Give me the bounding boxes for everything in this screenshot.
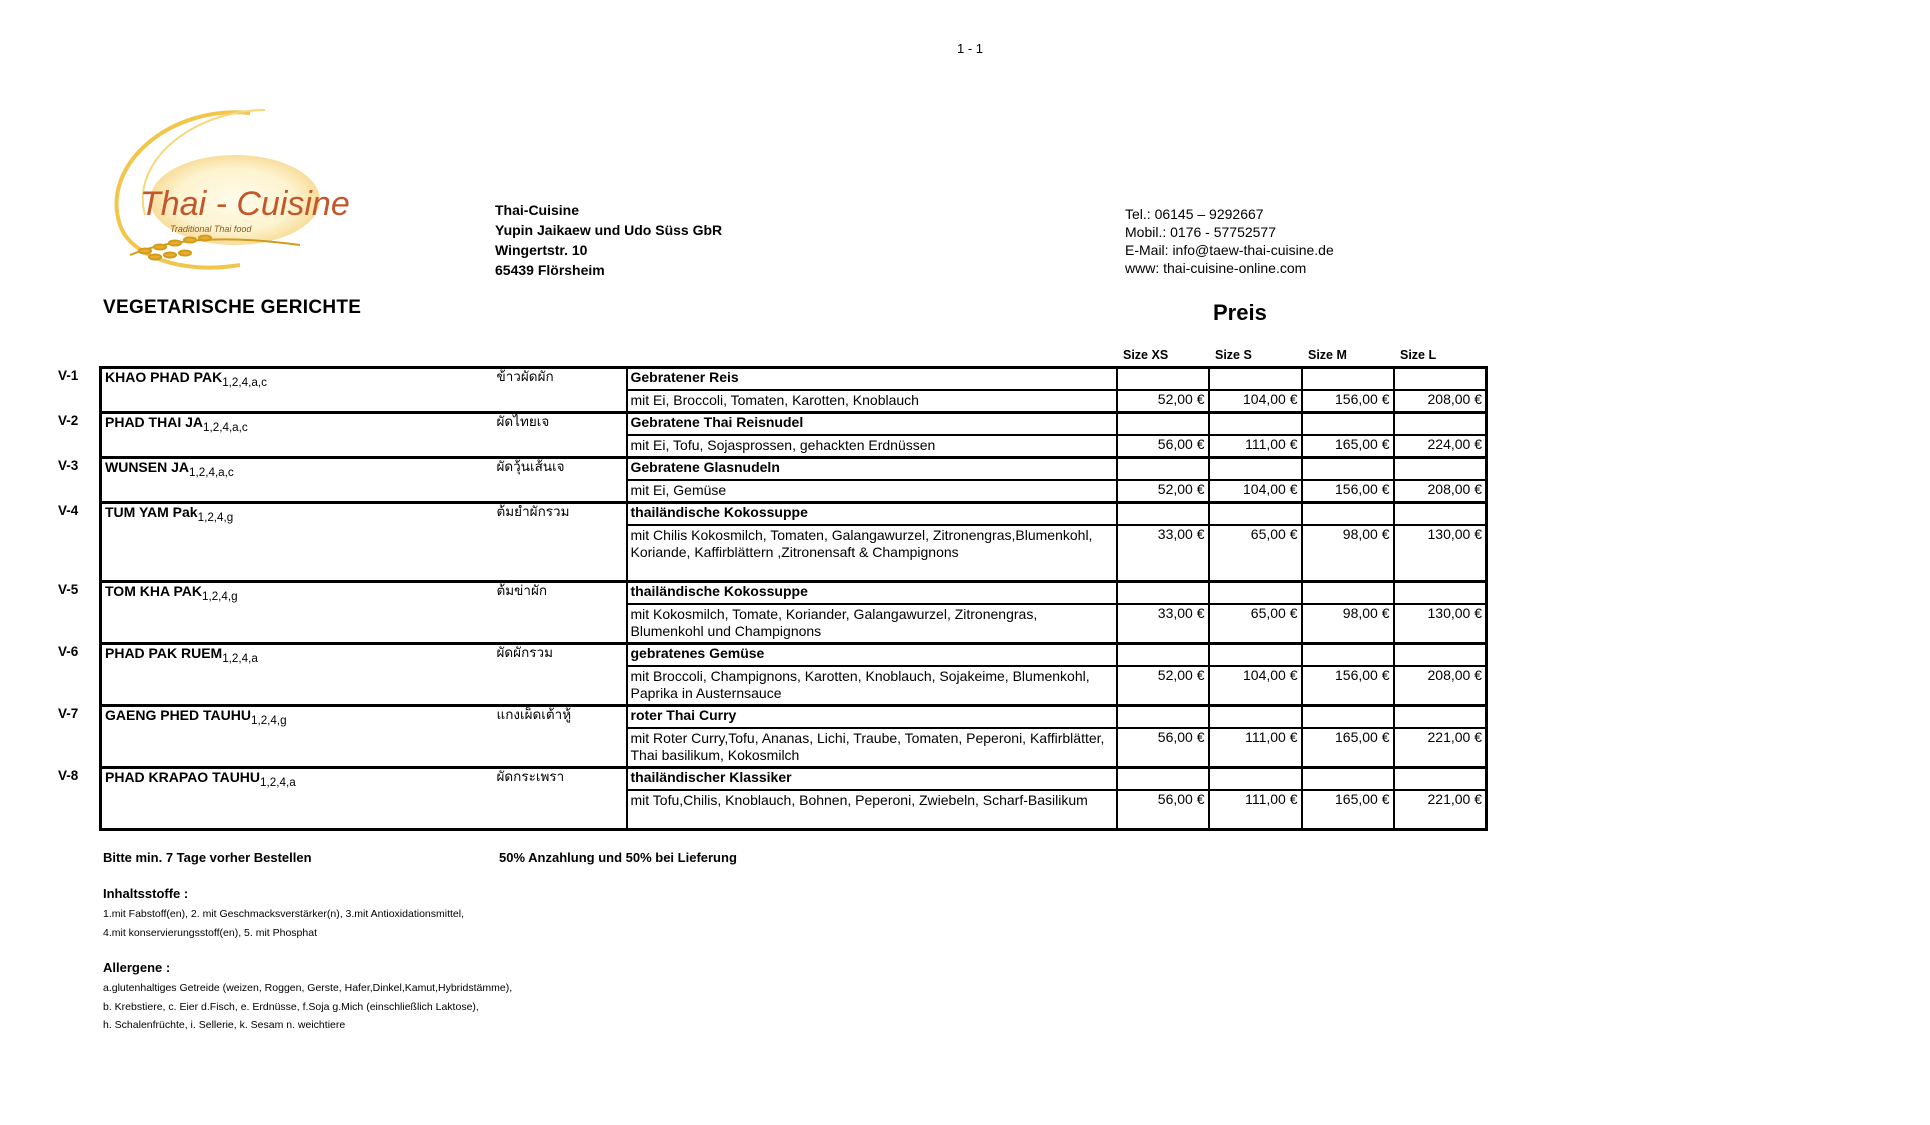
price-empty-cell	[1394, 413, 1487, 435]
dish-allergens: 1,2,4,a	[222, 651, 258, 665]
contact-email: E-Mail: info@taew-thai-cuisine.de	[1125, 242, 1334, 258]
order-note: Bitte min. 7 Tage vorher Bestellen	[103, 850, 312, 865]
dish-code: V-6	[58, 644, 79, 659]
dish-description: mit Chilis Kokosmilch, Tomaten, Galangawurzel, Zitronengras,Blumenkohl, Koriande, Kaffirblättern ,Zitronensaft & Champignons	[630, 526, 1093, 560]
price-empty-cell	[1394, 582, 1487, 604]
dish-price-s: 111,00 €	[1245, 728, 1298, 745]
size-l-header: Size L	[1400, 348, 1437, 362]
dish-price-xs: 33,00 €	[1157, 604, 1205, 621]
dish-price-m: 156,00 €	[1335, 666, 1390, 683]
dish-price-m: 98,00 €	[1342, 525, 1390, 542]
price-empty-cell	[1302, 582, 1394, 604]
dish-code: V-4	[58, 503, 79, 518]
dish-description: mit Ei, Gemüse	[630, 481, 727, 498]
dish-price-s: 104,00 €	[1243, 390, 1298, 407]
price-empty-cell	[1209, 458, 1302, 480]
dish-title: thailändische Kokossuppe	[630, 504, 808, 520]
dish-thai-name: ต้มข่าผัก	[496, 583, 548, 599]
inhaltsstoffe-line2: 4.mit konservierungsstoff(en), 5. mit Phosphat	[103, 926, 317, 939]
dish-title: thailändische Kokossuppe	[630, 583, 808, 599]
price-empty-cell	[1117, 503, 1209, 525]
dish-allergens: 1,2,4,a,c	[189, 465, 234, 479]
price-empty-cell	[1394, 503, 1487, 525]
section-title: VEGETARISCHE GERICHTE	[103, 297, 362, 318]
dish-name: PHAD THAI JA	[105, 414, 204, 430]
allergene-line2: b. Krebstiere, c. Eier d.Fisch, e. Erdnüsse, f.Soja g.Mich (einschließlich Laktose),	[103, 1000, 479, 1013]
dish-price-l: 208,00 €	[1427, 666, 1482, 683]
dish-price-m: 98,00 €	[1342, 604, 1390, 621]
company-address	[495, 200, 722, 280]
price-empty-cell	[1209, 768, 1302, 790]
price-empty-cell	[1209, 413, 1302, 435]
dish-thai-name: ผัดวุ้นเส้นเจ	[496, 459, 565, 475]
logo-text-main: Thai - Cuisine	[140, 185, 350, 223]
price-empty-cell	[1302, 368, 1394, 390]
price-empty-cell	[1302, 503, 1394, 525]
contact-www: www: thai-cuisine-online.com	[1125, 260, 1307, 276]
price-empty-cell	[1117, 706, 1209, 728]
dish-title: thailändischer Klassiker	[630, 769, 792, 785]
size-m-header: Size M	[1308, 348, 1347, 362]
dish-row	[101, 706, 1487, 728]
dish-price-m: 165,00 €	[1335, 790, 1390, 807]
dish-price-m: 165,00 €	[1335, 728, 1390, 745]
dish-title: Gebratene Thai Reisnudel	[630, 414, 804, 430]
price-empty-cell	[1117, 458, 1209, 480]
price-empty-cell	[1209, 644, 1302, 666]
contact-tel: Tel.: 06145 – 9292667	[1125, 206, 1264, 222]
dish-allergens: 1,2,4,a	[260, 775, 296, 789]
price-empty-cell	[1209, 706, 1302, 728]
dish-thai-name: ข้าวผัดผัก	[496, 369, 554, 385]
price-empty-cell	[1117, 644, 1209, 666]
dish-code: V-8	[58, 768, 79, 783]
dish-name: PHAD KRAPAO TAUHU	[105, 769, 261, 785]
dish-price-s: 111,00 €	[1245, 790, 1298, 807]
dish-code: V-5	[58, 582, 79, 597]
price-empty-cell	[1394, 458, 1487, 480]
dish-thai-name: แกงเผ็ดเต้าหู้	[496, 707, 572, 723]
dish-description: mit Broccoli, Champignons, Karotten, Knoblauch, Sojakeime, Blumenkohl, Paprika in Austernsauce	[630, 667, 1090, 701]
dish-row	[101, 644, 1487, 666]
allergene-line3: h. Schalenfrüchte, i. Sellerie, k. Sesam n. weichtiere	[103, 1019, 346, 1031]
price-empty-cell	[1117, 582, 1209, 604]
dish-price-xs: 56,00 €	[1157, 728, 1205, 745]
dish-row	[101, 458, 1487, 480]
allergene-section	[103, 960, 512, 1035]
dish-thai-name: ผัดไทยเจ	[496, 414, 550, 430]
page-number: 1 - 1	[957, 41, 984, 56]
dish-price-l: 221,00 €	[1427, 790, 1482, 807]
dish-thai-name: ผัดกระเพรา	[496, 769, 565, 785]
dish-name: TOM KHA PAK	[105, 583, 202, 599]
dish-name: PHAD PAK RUEM	[105, 645, 223, 661]
price-empty-cell	[1302, 458, 1394, 480]
price-title: Preis	[1213, 300, 1267, 325]
dish-allergens: 1,2,4,g	[197, 510, 234, 524]
company-city: 65439 Flörsheim	[495, 262, 605, 278]
dish-description: mit Kokosmilch, Tomate, Koriander, Galangawurzel, Zitronengras, Blumenkohl und Champignons	[630, 605, 1038, 639]
company-street: Wingertstr. 10	[495, 242, 588, 258]
dish-price-l: 130,00 €	[1427, 604, 1482, 621]
dish-price-s: 104,00 €	[1243, 666, 1298, 683]
menu-table	[99, 366, 1488, 831]
dish-thai-name: ผัดผักรวม	[496, 645, 553, 661]
price-empty-cell	[1209, 503, 1302, 525]
dish-name: GAENG PHED TAUHU	[105, 707, 251, 723]
price-empty-cell	[1209, 368, 1302, 390]
dish-price-xs: 52,00 €	[1157, 390, 1205, 407]
company-owners: Yupin Jaikaew und Udo Süss GbR	[495, 222, 723, 238]
dish-price-l: 224,00 €	[1427, 435, 1482, 452]
dish-description: mit Tofu,Chilis, Knoblauch, Bohnen, Peperoni, Zwiebeln, Scharf-Basilikum	[630, 791, 1088, 808]
price-empty-cell	[1394, 644, 1487, 666]
price-empty-cell	[1394, 706, 1487, 728]
price-empty-cell	[1209, 582, 1302, 604]
inhaltsstoffe-line1: 1.mit Fabstoff(en), 2. mit Geschmacksverstärker(n), 3.mit Antioxidationsmittel,	[103, 908, 465, 920]
dish-price-xs: 33,00 €	[1157, 525, 1205, 542]
dish-allergens: 1,2,4,a,c	[222, 375, 267, 389]
dish-allergens: 1,2,4,g	[201, 589, 238, 603]
dish-price-l: 208,00 €	[1427, 390, 1482, 407]
dish-price-xs: 56,00 €	[1157, 790, 1205, 807]
dish-price-l: 208,00 €	[1427, 480, 1482, 497]
dish-title: gebratenes Gemüse	[630, 645, 765, 661]
price-empty-cell	[1394, 768, 1487, 790]
price-empty-cell	[1394, 368, 1487, 390]
dish-price-s: 104,00 €	[1243, 480, 1298, 497]
allergene-line1: a.glutenhaltiges Getreide (weizen, Roggen, Gerste, Hafer,Dinkel,Kamut,Hybridstämme),	[103, 982, 513, 994]
dish-name: TUM YAM Pak	[105, 504, 198, 520]
price-empty-cell	[1117, 768, 1209, 790]
inhaltsstoffe-section	[103, 886, 464, 942]
contact-mobil: Mobil.: 0176 - 57752577	[1125, 224, 1276, 240]
price-empty-cell	[1302, 768, 1394, 790]
price-empty-cell	[1302, 644, 1394, 666]
dish-title: roter Thai Curry	[630, 707, 737, 723]
dish-allergens: 1,2,4,g	[250, 713, 287, 727]
dish-row	[101, 503, 1487, 525]
size-s-header: Size S	[1215, 348, 1252, 362]
size-xs-header: Size XS	[1123, 348, 1169, 362]
dish-code: V-1	[58, 368, 79, 383]
dish-code: V-3	[58, 458, 79, 473]
dish-description: mit Ei, Broccoli, Tomaten, Karotten, Knoblauch	[630, 391, 919, 408]
price-empty-cell	[1117, 368, 1209, 390]
dish-name: KHAO PHAD PAK	[105, 369, 223, 385]
payment-note: 50% Anzahlung und 50% bei Lieferung	[499, 850, 737, 865]
price-empty-cell	[1117, 413, 1209, 435]
dish-description: mit Ei, Tofu, Sojasprossen, gehackten Erdnüssen	[630, 436, 936, 453]
dish-title: Gebratener Reis	[630, 369, 739, 385]
dish-name: WUNSEN JA	[105, 459, 190, 475]
allergene-title: Allergene :	[103, 960, 171, 975]
dish-price-m: 156,00 €	[1335, 390, 1390, 407]
price-empty-cell	[1302, 413, 1394, 435]
dish-description: mit Roter Curry,Tofu, Ananas, Lichi, Traube, Tomaten, Peperoni, Kaffirblätter, Thai basilikum, Kokosmilch	[630, 729, 1105, 763]
dish-price-xs: 56,00 €	[1157, 435, 1205, 452]
dish-row	[101, 368, 1487, 390]
dish-row	[101, 413, 1487, 435]
dish-price-s: 65,00 €	[1250, 525, 1298, 542]
dish-price-l: 221,00 €	[1427, 728, 1482, 745]
contact-info	[1125, 205, 1334, 277]
inhaltsstoffe-title: Inhaltsstoffe :	[103, 886, 189, 901]
dish-row	[101, 582, 1487, 604]
thai-cuisine-logo	[100, 105, 370, 275]
dish-price-m: 165,00 €	[1335, 435, 1390, 452]
dish-price-l: 130,00 €	[1427, 525, 1482, 542]
dish-title: Gebratene Glasnudeln	[630, 459, 780, 475]
logo-text-sub: Traditional Thai food	[170, 224, 252, 234]
dish-price-xs: 52,00 €	[1157, 480, 1205, 497]
dish-price-s: 65,00 €	[1250, 604, 1298, 621]
dish-price-xs: 52,00 €	[1157, 666, 1205, 683]
price-empty-cell	[1302, 706, 1394, 728]
dish-price-s: 111,00 €	[1245, 435, 1298, 452]
dish-thai-name: ต้มยำผักรวม	[496, 504, 570, 520]
dish-code: V-7	[58, 706, 79, 721]
company-name: Thai-Cuisine	[495, 202, 580, 218]
dish-row	[101, 768, 1487, 790]
dish-allergens: 1,2,4,a,c	[203, 420, 248, 434]
dish-price-m: 156,00 €	[1335, 480, 1390, 497]
dish-code: V-2	[58, 413, 79, 428]
